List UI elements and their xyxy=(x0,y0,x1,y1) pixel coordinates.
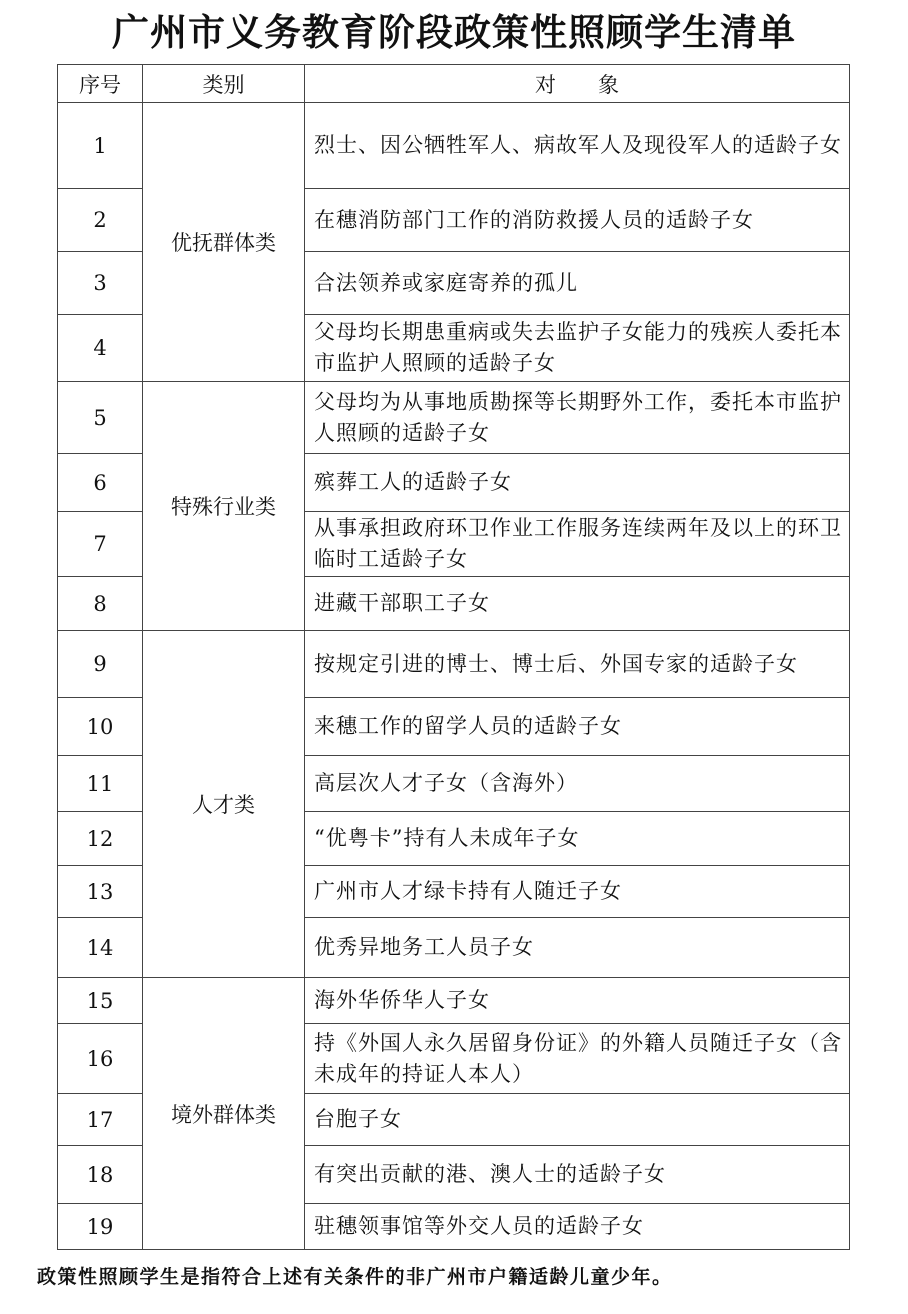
document-title: 广州市义务教育阶段政策性照顾学生清单 xyxy=(112,11,796,54)
row-number: 8 xyxy=(58,577,143,631)
row-target: 高层次人才子女（含海外） xyxy=(305,756,850,812)
row-target: 优秀异地务工人员子女 xyxy=(305,918,850,978)
row-number: 12 xyxy=(58,812,143,866)
row-target: 来穗工作的留学人员的适龄子女 xyxy=(305,698,850,756)
row-number: 18 xyxy=(58,1146,143,1204)
footer-note: 政策性照顾学生是指符合上述有关条件的非广州市户籍适龄儿童少年。 xyxy=(37,1266,673,1288)
row-target: “优粤卡”持有人未成年子女 xyxy=(305,812,850,866)
table-row xyxy=(58,978,850,1024)
row-number: 2 xyxy=(58,189,143,252)
row-number: 14 xyxy=(58,918,143,978)
policy-table xyxy=(57,64,850,1250)
row-number: 6 xyxy=(58,454,143,512)
row-number: 16 xyxy=(58,1024,143,1094)
row-number: 5 xyxy=(58,382,143,454)
header-category: 类别 xyxy=(143,65,305,103)
category-cell: 优抚群体类 xyxy=(143,103,305,382)
row-target: 持《外国人永久居留身份证》的外籍人员随迁子女（含未成年的持证人本人） xyxy=(305,1024,850,1094)
row-target: 在穗消防部门工作的消防救援人员的适龄子女 xyxy=(305,189,850,252)
row-target: 台胞子女 xyxy=(305,1094,850,1146)
row-target: 父母均长期患重病或失去监护子女能力的残疾人委托本市监护人照顾的适龄子女 xyxy=(305,315,850,382)
row-number: 11 xyxy=(58,756,143,812)
row-target: 海外华侨华人子女 xyxy=(305,978,850,1024)
row-target: 从事承担政府环卫作业工作服务连续两年及以上的环卫临时工适龄子女 xyxy=(305,512,850,577)
row-target: 进藏干部职工子女 xyxy=(305,577,850,631)
row-number: 15 xyxy=(58,978,143,1024)
category-cell: 境外群体类 xyxy=(143,978,305,1250)
row-number: 9 xyxy=(58,631,143,698)
row-target: 按规定引进的博士、博士后、外国专家的适龄子女 xyxy=(305,631,850,698)
table-row xyxy=(58,382,850,454)
row-number: 4 xyxy=(58,315,143,382)
header-row xyxy=(58,65,850,103)
row-number: 10 xyxy=(58,698,143,756)
row-number: 13 xyxy=(58,866,143,918)
table-row xyxy=(58,631,850,698)
row-target: 父母均为从事地质勘探等长期野外工作，委托本市监护人照顾的适龄子女 xyxy=(305,382,850,454)
row-number: 17 xyxy=(58,1094,143,1146)
row-number: 7 xyxy=(58,512,143,577)
row-target: 驻穗领事馆等外交人员的适龄子女 xyxy=(305,1204,850,1250)
row-number: 1 xyxy=(58,103,143,189)
category-cell: 人才类 xyxy=(143,631,305,978)
row-target: 烈士、因公牺牲军人、病故军人及现役军人的适龄子女 xyxy=(305,103,850,189)
row-target: 合法领养或家庭寄养的孤儿 xyxy=(305,252,850,315)
row-target: 广州市人才绿卡持有人随迁子女 xyxy=(305,866,850,918)
header-no: 序号 xyxy=(58,65,143,103)
row-number: 19 xyxy=(58,1204,143,1250)
table-row xyxy=(58,103,850,189)
header-target: 对 象 xyxy=(305,65,850,103)
row-target: 殡葬工人的适龄子女 xyxy=(305,454,850,512)
category-cell: 特殊行业类 xyxy=(143,382,305,631)
row-target: 有突出贡献的港、澳人士的适龄子女 xyxy=(305,1146,850,1204)
row-number: 3 xyxy=(58,252,143,315)
